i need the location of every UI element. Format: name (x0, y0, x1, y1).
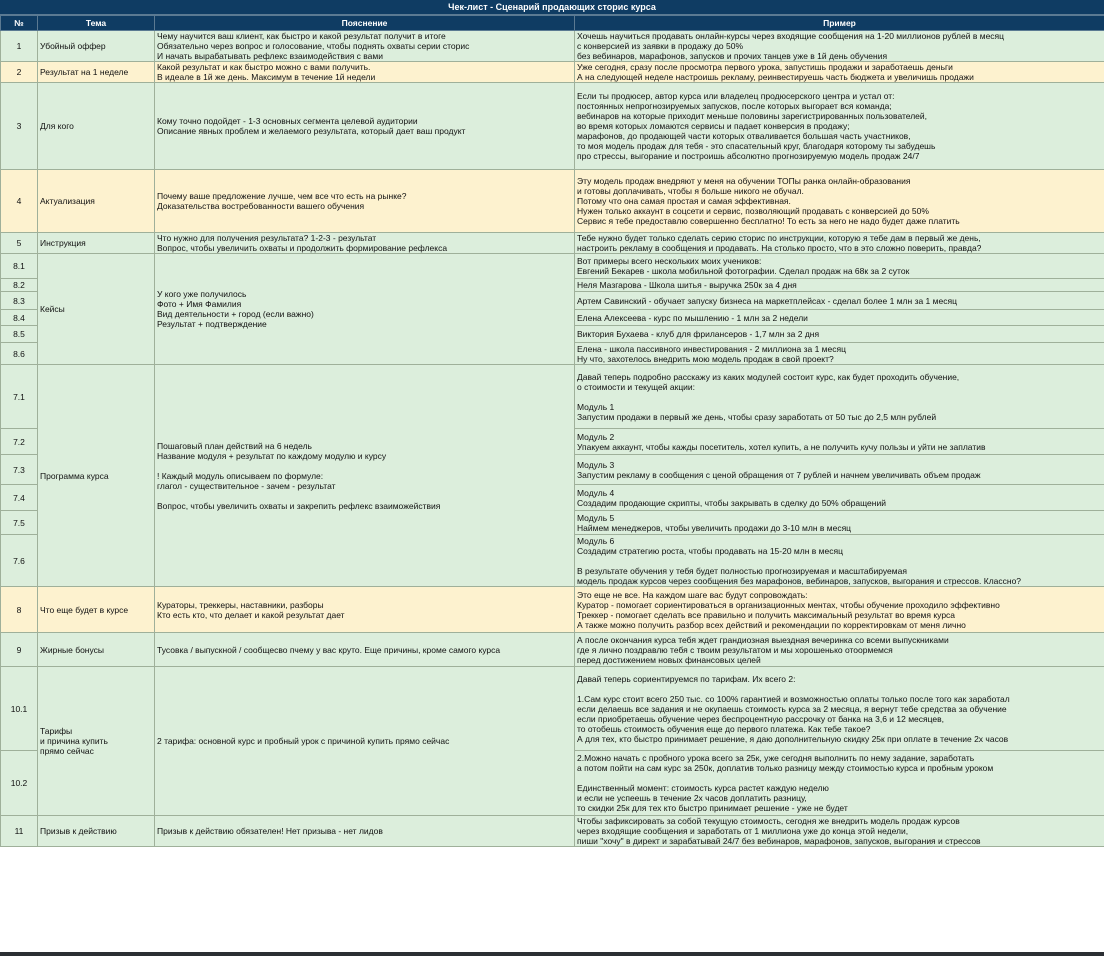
row-example: Тебе нужно будет только сделать серию сторис по инструкции, которую я тебе дам в первый же день, настроить рекламу в сообщения и продавать. На столько просто, что в это сложно поверить, правда? (575, 233, 1104, 254)
row-example: Это еще не все. На каждом шаге вас будут сопровождать: Куратор - помогает сориентироваться в организационных ментах, чтобы обучение проходило эффективно Треккер - помогает сделать все правильно и получить максимальный результат во время курса А также можно получить разбор всех действий и рекомендации по корректировкам от меня лично (575, 587, 1104, 633)
row-number: 8.3 (1, 292, 38, 310)
row-example: Модуль 5 Наймем менеджеров, чтобы увеличить продажи до 3-10 млн в месяц (575, 511, 1104, 535)
row-explanation: Кому точно подойдет - 1-3 основных сегмента целевой аудитории Описание явных проблем и желаемого результата, который дает ваш продукт (155, 83, 575, 170)
row-topic: Призыв к действию (38, 816, 155, 847)
table-row (1, 83, 1104, 170)
row-example: Артем Савинский - обучает запуску бизнеса на маркетплейсах - сделал более 1 млн за 1 месяц (575, 292, 1104, 310)
row-topic: Что еще будет в курсе (38, 587, 155, 633)
table-row (1, 170, 1104, 233)
row-number: 7.5 (1, 511, 38, 535)
row-explanation: Какой результат и как быстро можно с вами получить. В идеале в 1й же день. Максимум в течение 1й недели (155, 62, 575, 83)
row-example: Елена Алексеева - курс по мышлению - 1 млн за 2 недели (575, 310, 1104, 326)
row-example: Модуль 2 Упакуем аккаунт, чтобы кажды посетитель, хотел купить, а не получить кучу пользы и уйти не заплатив (575, 429, 1104, 455)
row-explanation: Что нужно для получения результата? 1-2-3 - результат Вопрос, чтобы увеличить охваты и продолжить формирование рефлекса (155, 233, 575, 254)
row-example: Модуль 3 Запустим рекламу в сообщения с ценой обращения от 7 рублей и начнем увеличивать объем продаж (575, 455, 1104, 485)
row-explanation: Кураторы, треккеры, наставники, разборы Кто есть кто, что делает и какой результат дает (155, 587, 575, 633)
row-example: Модуль 4 Создадим продающие скрипты, чтобы закрывать в сделку до 50% обращений (575, 485, 1104, 511)
table-row (1, 365, 1104, 429)
row-topic: Актуализация (38, 170, 155, 233)
row-explanation: 2 тарифа: основной курс и пробный урок с причиной купить прямо сейчас (155, 667, 575, 816)
row-explanation: Пошаговый план действий на 6 недель Название модуля + результат по каждому модулю и курсу ! Каждый модуль описываем по формуле: глагол - существительное - зачем - результат Вопрос, чтобы увеличить охваты и закрепить рефлекс взаиможействия (155, 365, 575, 587)
row-example: Давай теперь сориентируемся по тарифам. Их всего 2: 1.Сам курс стоит всего 250 тыс. со 100% гарантией и возможностью оплаты только после того как заработал если делаешь все задания и не окупаешь стоимость курса за 2 месяца, я вернут тебе средства за обучение если приобретаешь обучение через беспроцентную рассрочку от банка на 3,6 и 12 месяцев, то отобешь стоимость обучения еще до первого платежа. Как тебе такое? А для тех, кто быстро принимает решение, я даю дополнительную скидку 25к при оплате в течение 2х часов (575, 667, 1104, 751)
row-explanation: Призыв к действию обязателен! Нет призыва - нет лидов (155, 816, 575, 847)
row-explanation: Почему ваше предложение лучше, чем все что есть на рынке? Доказательства востребованности вашего обучения (155, 170, 575, 233)
header-row (1, 16, 1104, 31)
row-number: 11 (1, 816, 38, 847)
row-number: 8.4 (1, 310, 38, 326)
row-number: 7.6 (1, 535, 38, 587)
table-row (1, 254, 1104, 279)
header-explanation: Пояснение (155, 16, 575, 31)
row-example: Неля Мазгарова - Школа шитья - выручка 250к за 4 дня (575, 279, 1104, 292)
table-row (1, 587, 1104, 633)
header-example: Пример (575, 16, 1104, 31)
row-example: 2.Можно начать с пробного урока всего за 25к, уже сегодня выполнить по нему задание, заработать а потом пойти на сам курс за 250к, доплатив только разницу между стоимостью курса и пробным уроком Единственный момент: стоимость курса растет каждую неделю и если не успеешь в течение 2х часов доплатить разницу, то скидки 25к для тех кто быстро принимает решение - уже не будет (575, 751, 1104, 816)
row-number: 8.1 (1, 254, 38, 279)
checklist-table (0, 15, 1104, 847)
table-row (1, 633, 1104, 667)
table-row (1, 816, 1104, 847)
row-example: А после окончания курса тебя ждет грандиозная выездная вечеринка со всеми выпускниками где я лично поздравлю тебя с твоим результатом и мы хорошенько отоормемся перед достижением новых финансовых целей (575, 633, 1104, 667)
row-topic: Программа курса (38, 365, 155, 587)
row-example: Виктория Бухаева - клуб для фрилансеров - 1,7 млн за 2 дня (575, 326, 1104, 343)
sheet-title: Чек-лист - Сценарий продающих сторис курса (0, 0, 1104, 15)
row-example: Вот примеры всего нескольких моих учеников: Евгений Бекарев - школа мобильной фотографии. Сделал продаж на 68к за 2 суток (575, 254, 1104, 279)
row-number: 9 (1, 633, 38, 667)
row-number: 4 (1, 170, 38, 233)
row-number: 10.2 (1, 751, 38, 816)
row-example: Хочешь научиться продавать онлайн-курсы через входящие сообщения на 1-20 миллионов рублей в месяц с конверсией из заявки в продажу до 50% без вебинаров, марафонов, запусков и прочих танцев уже в 1й день обучения (575, 31, 1104, 62)
row-example: Модуль 6 Создадим стратегию роста, чтобы продавать на 15-20 млн в месяц В результате обучения у тебя будет полностью прогнозируемая и масштабируемая модель продаж курсов через сообщения без марафонов, вебинаров, запусков, выгорания и стрессов. Классно? (575, 535, 1104, 587)
row-explanation: Тусовка / выпускной / сообщесво пчему у вас круто. Еще причины, кроме самого курса (155, 633, 575, 667)
row-number: 5 (1, 233, 38, 254)
row-number: 3 (1, 83, 38, 170)
row-number: 1 (1, 31, 38, 62)
row-topic: Тарифы и причина купить прямо сейчас (38, 667, 155, 816)
row-number: 8.2 (1, 279, 38, 292)
row-number: 7.4 (1, 485, 38, 511)
row-number: 8 (1, 587, 38, 633)
table-body (1, 31, 1104, 847)
row-number: 7.2 (1, 429, 38, 455)
row-topic: Жирные бонусы (38, 633, 155, 667)
row-topic: Результат на 1 неделе (38, 62, 155, 83)
row-example: Если ты продюсер, автор курса или владелец продюсерского центра и устал от: постоянных непрогнозируемых запусков, после которых выгорает вся команда; вебинаров на которые приходит меньше половины зарегистрированных пользователей, во время которых ломаются сервисы и падает конверсия в продажу; марафонов, до продающей части которых отваливается большая часть участников, то моя модель продаж для тебя - это спасательный круг, благодаря которому ты забудешь про стрессы, выгорание и построишь абсолютно прогнозируемую модель продаж 24/7 (575, 83, 1104, 170)
table-row (1, 62, 1104, 83)
row-number: 7.1 (1, 365, 38, 429)
table-row (1, 31, 1104, 62)
header-topic: Тема (38, 16, 155, 31)
row-number: 10.1 (1, 667, 38, 751)
row-number: 8.6 (1, 343, 38, 365)
row-topic: Кейсы (38, 254, 155, 365)
header-num: № (1, 16, 38, 31)
row-example: Чтобы зафиксировать за собой текущую стоимость, сегодня же внедрить модель продаж курсов через входящие сообщения и заработать от 1 миллиона уже до конца этой недели, пиши "хочу" в директ и зарабатывай 24/7 без вебинаров, марафонов, запусков, выгорания и стрессов (575, 816, 1104, 847)
row-example: Давай теперь подробно расскажу из каких модулей состоит курс, как будет проходить обучение, о стоимости и текущей акции: Модуль 1 Запустим продажи в первый же день, чтобы сразу заработать от 50 тыс до 2,5 млн рублей (575, 365, 1104, 429)
row-topic: Для кого (38, 83, 155, 170)
row-example: Елена - школа пассивного инвестирования - 2 миллиона за 1 месяц Ну что, захотелось внедрить мою модель продаж в свой проект? (575, 343, 1104, 365)
row-number: 8.5 (1, 326, 38, 343)
row-topic: Убойный оффер (38, 31, 155, 62)
row-explanation: У кого уже получилось Фото + Имя Фамилия Вид деятельности + город (если важно) Результат + подтверждение (155, 254, 575, 365)
row-explanation: Чему научится ваш клиент, как быстро и какой результат получит в итоге Обязательно через вопрос и голосование, чтобы поднять охваты серии сторис И начать вырабатывать рефлекс взаимодействия с вами (155, 31, 575, 62)
window-bottom-edge (0, 952, 1104, 956)
table-row (1, 667, 1104, 751)
row-topic: Инструкция (38, 233, 155, 254)
row-number: 2 (1, 62, 38, 83)
row-example: Уже сегодня, сразу после просмотра первого урока, запустишь продажи и заработаешь деньги А на следующей неделе настроишь рекламу, реинвестируешь часть бюджета и увеличишь продажи (575, 62, 1104, 83)
table-row (1, 233, 1104, 254)
row-number: 7.3 (1, 455, 38, 485)
row-example: Эту модель продаж внедряют у меня на обучении ТОПы ранка онлайн-образования и готовы доплачивать, чтобы я больше никого не обучал. Потому что она самая простая и самая эффективная. Нужен только аккаунт в соцсети и сервис, позволяющий продавать с конверсией до 50% Сервис я тебе предоставлю совершенно бесплатно! То есть за него не надо будет даже платить (575, 170, 1104, 233)
